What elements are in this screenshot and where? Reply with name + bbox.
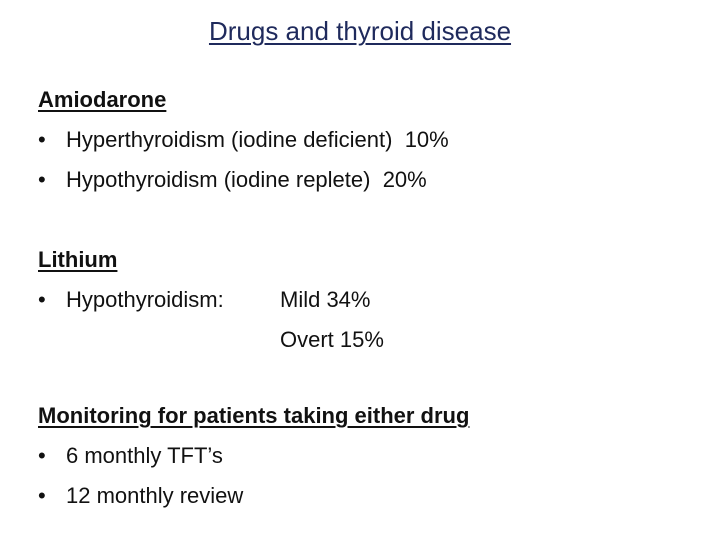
slide-title [0, 14, 720, 48]
lithium-value-mild: Mild 34% [280, 287, 371, 312]
list-item-continuation [38, 320, 384, 360]
list-item [38, 476, 469, 516]
bullet-icon: • [38, 483, 46, 508]
list-item-text: Hyperthyroidism (iodine deficient) 10% [66, 127, 449, 152]
list-item-text: 12 monthly review [66, 483, 244, 508]
list-item [38, 436, 469, 476]
list-item-text: Hypothyroidism (iodine replete) 20% [66, 167, 427, 192]
list-item [38, 280, 384, 320]
lithium-section [38, 240, 384, 360]
monitoring-heading: Monitoring for patients taking either drug [38, 403, 470, 428]
bullet-icon: • [38, 127, 46, 152]
slide-title-text: Drugs and thyroid disease [208, 16, 512, 46]
lithium-value-overt: Overt 15% [280, 327, 384, 352]
list-item [38, 160, 449, 200]
monitoring-section [38, 396, 469, 516]
bullet-icon: • [38, 167, 46, 192]
bullet-icon: • [38, 443, 46, 468]
lithium-label: Hypothyroidism: [66, 287, 224, 312]
amiodarone-section [38, 80, 449, 200]
lithium-heading: Lithium [38, 247, 118, 272]
list-item [38, 120, 449, 160]
amiodarone-heading: Amiodarone [38, 87, 167, 112]
bullet-icon: • [38, 287, 46, 312]
list-item-text: 6 monthly TFT’s [66, 443, 223, 468]
